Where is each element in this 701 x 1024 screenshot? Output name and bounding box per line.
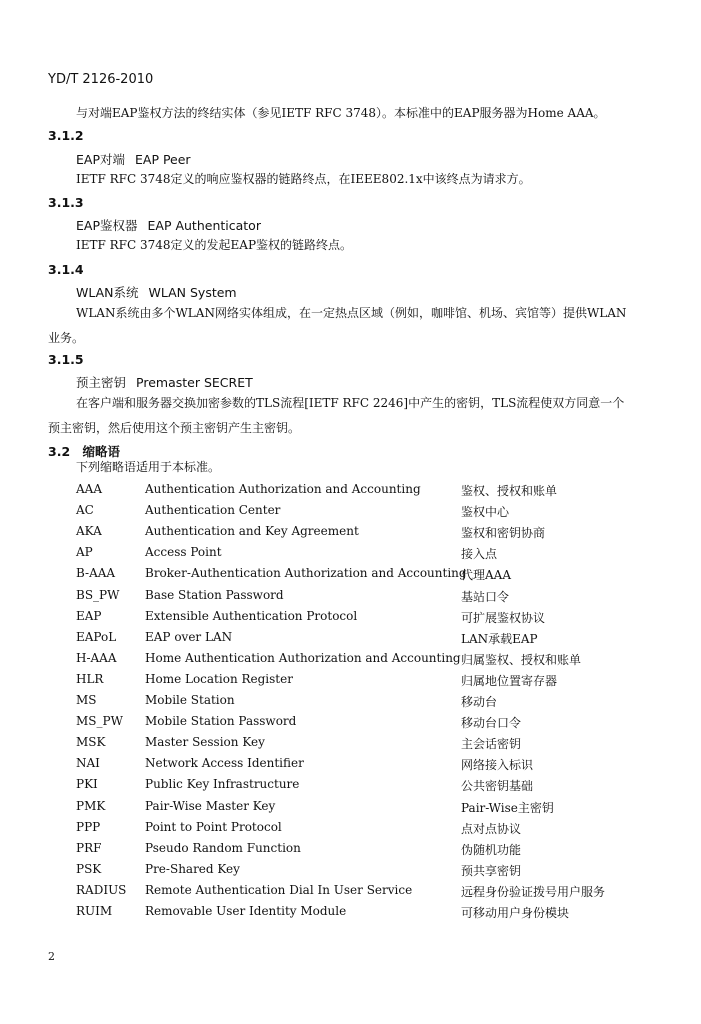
abbreviation: AAA [76,482,102,496]
full-name-zh: 归属地位置寄存器 [461,673,558,688]
abbreviation: PRF [76,840,102,855]
full-name-en: Mobile Station [145,693,235,707]
abbreviation: MSK [76,735,106,750]
full-name-en: Pre-Shared Key [145,861,240,876]
full-name-en: Pair-Wise Master Key [145,798,276,813]
full-name-en: Base Station Password [145,587,284,602]
full-name-en: Home Location Register [145,671,293,686]
full-name-zh: 代理AAA [461,568,511,583]
term-heading [76,150,191,168]
full-name-en: Authentication Center [145,503,281,518]
term-en: EAP Authenticator [147,218,261,233]
section-title: 缩略语 [82,444,121,459]
term-zh: WLAN系统 [76,285,139,300]
full-name-en: Mobile Station Password [145,714,297,729]
abbreviation: AP [76,545,93,560]
full-name-zh: 移动台 [461,695,498,709]
abbreviation: PPP [76,819,101,834]
full-name-en: Extensible Authentication Protocol [145,608,358,623]
full-name-zh: 远程身份验证拨号用户服务 [461,884,606,899]
abbreviation-row [0,841,701,862]
term-en: EAP Peer [135,152,191,167]
term-heading [76,216,261,234]
abbreviation-row [0,777,701,798]
abbreviation-row [0,693,701,714]
term-zh: EAP对端 [76,152,125,167]
full-name-en: Point to Point Protocol [145,819,282,834]
abbreviation-row [0,609,701,630]
full-name-zh: 公共密钥基础 [461,779,534,794]
abbreviations-intro: 下列缩略语适用于本标准。 [76,460,221,474]
abbreviation-row [0,503,701,524]
abbreviation-row [0,588,701,609]
abbreviation-row [0,820,701,841]
abbreviation: EAP [76,608,102,623]
full-name-en: Home Authentication Authorization and Accounting [145,650,461,665]
full-name-zh: 点对点协议 [461,821,522,836]
abbreviation: AC [76,503,94,518]
abbreviation: HLR [76,671,104,686]
full-name-en: Remote Authentication Dial In User Service [145,882,413,897]
abbreviation-row [0,630,701,651]
abbreviation: AKA [76,524,102,539]
abbreviation: EAPoL [76,629,117,644]
term-zh: 预主密钥 [76,375,127,390]
full-name-zh: 移动台口令 [461,716,522,731]
full-name-zh: 可移动用户身份模块 [461,906,570,920]
term-en: Premaster SECRET [136,375,253,390]
abbreviation: PKI [76,777,98,792]
abbreviation: H-AAA [76,650,117,665]
intro-continuation: 与对端EAP鉴权方法的终结实体（参见IETF RFC 3748）。本标准中的EAP服务器为Home AAA。 [76,106,606,120]
term-definition: WLAN系统由多个WLAN网络实体组成，在一定热点区域（例如，咖啡馆、机场、宾馆等）提供WLAN [76,306,627,320]
full-name-zh: 主会话密钥 [461,737,522,752]
term-definition: 在客户端和服务器交换加密参数的TLS流程[IETF RFC 2246]中产生的密钥，TLS流程使双方同意一个 [76,396,625,410]
full-name-en: Authentication and Key Agreement [145,524,359,539]
abbreviation-row [0,524,701,545]
term-en: WLAN System [148,285,237,300]
full-name-zh: 鉴权、授权和账单 [461,484,558,498]
section-number: 3.1.3 [48,195,84,210]
abbreviation-row [0,735,701,756]
full-name-zh: 鉴权和密钥协商 [461,526,546,541]
abbreviation-row [0,566,701,587]
abbreviation-row [0,651,701,672]
abbreviation-row [0,672,701,693]
full-name-en: Public Key Infrastructure [145,777,300,792]
full-name-en: EAP over LAN [145,629,233,644]
full-name-zh: 伪随机功能 [461,842,522,857]
page-number: 2 [48,950,55,963]
full-name-zh: 基站口令 [461,589,510,604]
full-name-zh: Pair-Wise主密钥 [461,800,554,815]
standard-id: YD/T 2126-2010 [48,72,154,87]
term-definition-cont: 业务。 [48,331,85,345]
term-heading [76,373,253,391]
full-name-en: Removable User Identity Module [145,904,347,918]
term-definition: IETF RFC 3748定义的响应鉴权器的链路终点，在IEEE802.1x中该终点为请求方。 [76,172,531,186]
full-name-en: Broker-Authentication Authorization and Accounting [145,566,467,581]
term-definition-cont: 预主密钥，然后使用这个预主密钥产生主密钥。 [48,421,301,435]
abbreviation: PMK [76,798,106,813]
abbreviation: MS_PW [76,714,123,729]
full-name-en: Master Session Key [145,735,265,750]
abbreviation: B-AAA [76,566,116,581]
abbreviation: BS_PW [76,587,120,602]
term-definition: IETF RFC 3748定义的发起EAP鉴权的链路终点。 [76,238,353,252]
full-name-en: Access Point [145,545,222,560]
term-heading [76,283,237,301]
abbreviation-row [0,883,701,904]
section-number: 3.2 [48,444,71,459]
full-name-zh: 可扩展鉴权协议 [461,610,546,625]
abbreviation-row [0,545,701,566]
full-name-en: Network Access Identifier [145,756,304,771]
full-name-zh: LAN承载EAP [461,631,538,646]
full-name-zh: 归属鉴权、授权和账单 [461,652,582,667]
section-number: 3.1.4 [48,262,84,277]
abbreviation-row [0,862,701,883]
abbreviation: NAI [76,756,100,771]
abbreviation: MS [76,693,97,707]
abbreviation: RUIM [76,904,113,918]
abbreviation: PSK [76,861,102,876]
abbreviation-row [0,756,701,777]
abbreviation-row [0,904,701,925]
abbreviation-row [0,482,701,503]
full-name-zh: 鉴权中心 [461,505,510,520]
full-name-zh: 预共享密钥 [461,863,522,878]
abbreviation-row [0,714,701,735]
section-number: 3.1.2 [48,128,84,143]
section-number: 3.1.5 [48,352,84,367]
full-name-zh: 接入点 [461,547,498,562]
term-zh: EAP鉴权器 [76,218,138,233]
abbreviation-row [0,799,701,820]
full-name-en: Authentication Authorization and Accounting [145,482,421,496]
full-name-en: Pseudo Random Function [145,840,301,855]
full-name-zh: 网络接入标识 [461,758,534,773]
abbreviation: RADIUS [76,882,127,897]
